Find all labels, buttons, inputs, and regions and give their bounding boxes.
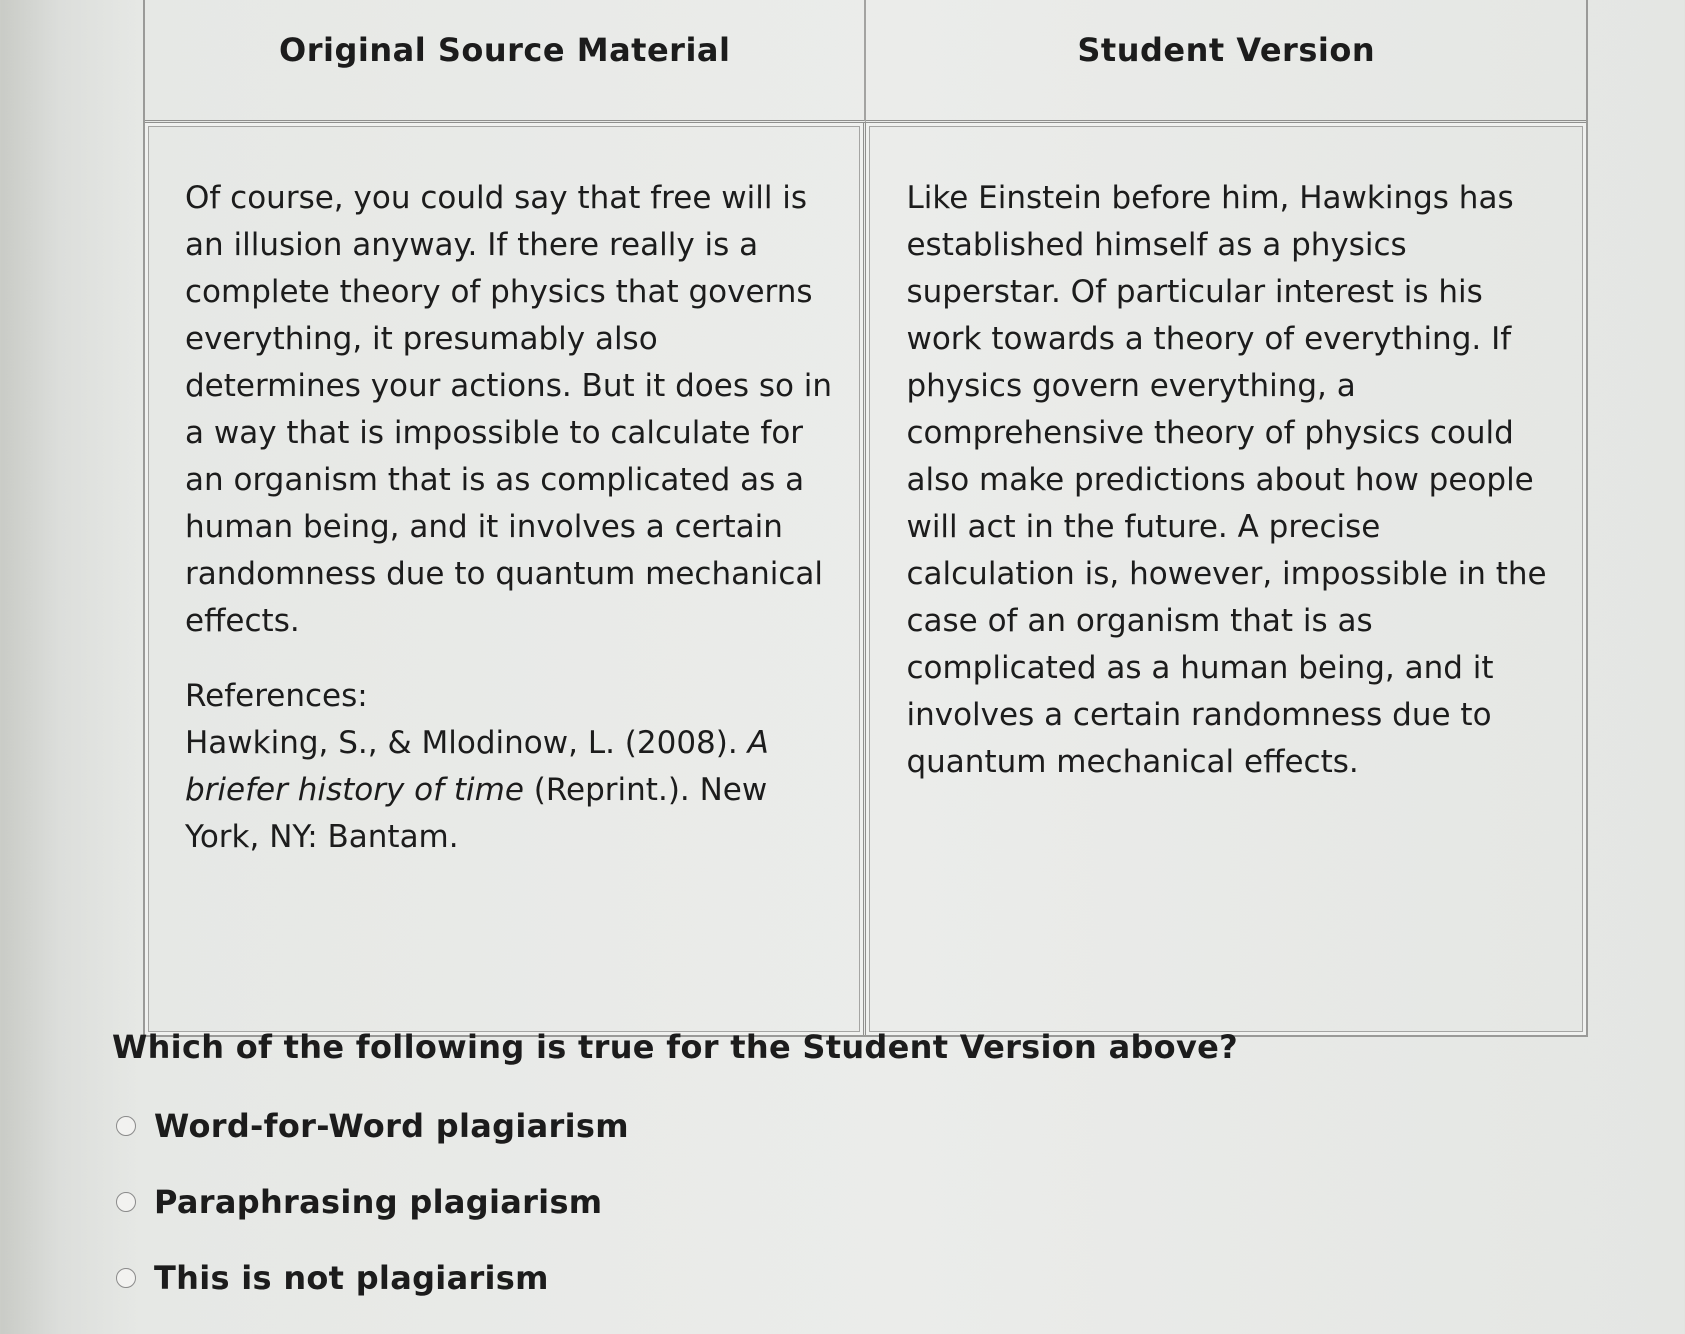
answer-options bbox=[116, 1106, 629, 1334]
radio-button[interactable] bbox=[116, 1192, 136, 1212]
reference-authors: Hawking, S., & Mlodinow, L. (2008). bbox=[185, 725, 748, 761]
option-label[interactable]: Paraphrasing plagiarism bbox=[154, 1183, 603, 1221]
reference-publisher: (Reprint.). New York, NY: Bantam. bbox=[185, 772, 768, 855]
table-header-row bbox=[145, 0, 1586, 123]
reference-title: A briefer history of time bbox=[185, 725, 769, 808]
option-label[interactable]: This is not plagiarism bbox=[154, 1259, 549, 1297]
original-source-cell bbox=[145, 123, 866, 1035]
option-paraphrasing[interactable] bbox=[116, 1182, 629, 1222]
original-source-header: Original Source Material bbox=[145, 0, 866, 123]
reference-citation bbox=[185, 720, 833, 861]
radio-button[interactable] bbox=[116, 1268, 136, 1288]
radio-button[interactable] bbox=[116, 1116, 136, 1136]
student-version-header: Student Version bbox=[866, 0, 1586, 123]
option-label[interactable]: Word-for-Word plagiarism bbox=[154, 1107, 629, 1145]
table-body-row bbox=[145, 123, 1586, 1035]
comparison-table bbox=[143, 0, 1588, 1037]
student-version-text: Like Einstein before him, Hawkings has established himself as a physics superstar. Of particular interest is his work towards a theory of everything. If physics govern everything, a comprehensive theory of physics could also make predictions about how people will act in the future. A precise calculation is, however, impossible in the case of an organism that is as complicated as a human being, and it involves a certain randomness due to quantum mechanical effects. bbox=[906, 180, 1547, 780]
student-version-cell bbox=[866, 123, 1586, 1035]
option-not-plagiarism[interactable] bbox=[116, 1258, 629, 1298]
original-source-text: Of course, you could say that free will is an illusion anyway. If there really is a complete theory of physics that governs everything, it presumably also determines your actions. But it does so in a way that is impossible to calculate for an organism that is as complicated as a human being, and it involves a certain randomness due to quantum mechanical effects. bbox=[185, 180, 833, 639]
question-prompt: Which of the following is true for the Student Version above? bbox=[112, 1028, 1238, 1066]
references-label: References: bbox=[185, 678, 368, 714]
option-word-for-word[interactable] bbox=[116, 1106, 629, 1146]
